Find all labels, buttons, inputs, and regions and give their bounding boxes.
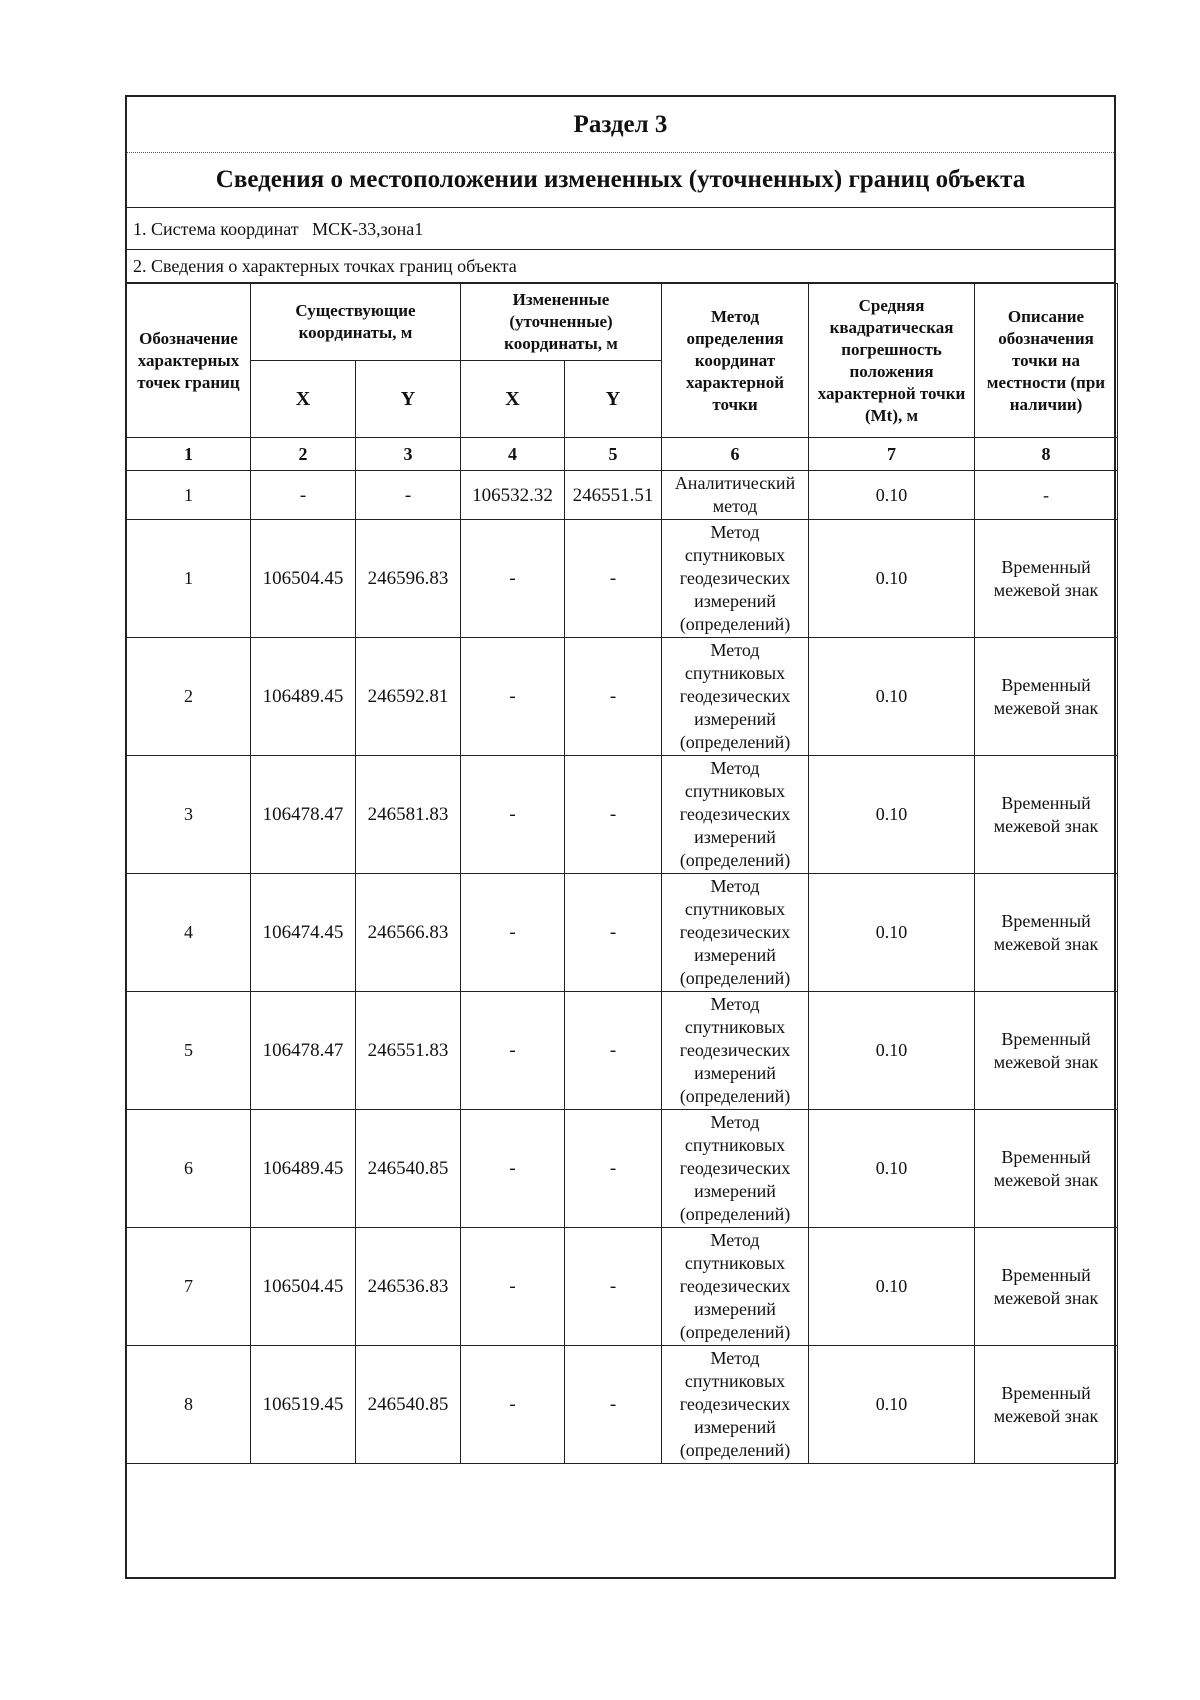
cell-method: Метод спутниковых геодезических измерений (определений) — [662, 1228, 809, 1346]
cell-changed-y: - — [565, 638, 662, 756]
cell-changed-x: - — [461, 756, 565, 874]
coord-system-label: 1. Система координат — [133, 219, 299, 239]
blank-area — [127, 1482, 1114, 1577]
cell-existing-x: 106504.45 — [251, 1228, 356, 1346]
cell-changed-y: - — [565, 1346, 662, 1464]
column-number: 8 — [975, 438, 1118, 471]
header-existing-y: Y — [356, 361, 461, 438]
cell-mean-error: 0.10 — [809, 1346, 975, 1464]
cell-changed-y: - — [565, 992, 662, 1110]
cell-changed-y: 246551.51 — [565, 471, 662, 520]
cell-changed-x: - — [461, 1110, 565, 1228]
cell-mean-error: 0.10 — [809, 1110, 975, 1228]
cell-description: Временный межевой знак — [975, 874, 1118, 992]
cell-existing-y: 246596.83 — [356, 520, 461, 638]
cell-changed-y: - — [565, 520, 662, 638]
header-changed-x: X — [461, 361, 565, 438]
cell-changed-y: - — [565, 1110, 662, 1228]
cell-changed-x: - — [461, 874, 565, 992]
cell-description: - — [975, 471, 1118, 520]
header-description: Описание обозначения точки на местности (при наличии) — [975, 284, 1118, 438]
cell-point: 1 — [127, 471, 251, 520]
cell-existing-y: 246536.83 — [356, 1228, 461, 1346]
cell-mean-error: 0.10 — [809, 992, 975, 1110]
column-number: 1 — [127, 438, 251, 471]
header-existing-x: X — [251, 361, 356, 438]
points-table — [126, 283, 1118, 1464]
cell-existing-y: 246540.85 — [356, 1346, 461, 1464]
section-title: Раздел 3 — [127, 97, 1114, 153]
header-point-designation: Обозначение характерных точек границ — [127, 284, 251, 438]
cell-description: Временный межевой знак — [975, 1346, 1118, 1464]
column-number: 7 — [809, 438, 975, 471]
table-row — [127, 638, 1118, 756]
cell-point: 2 — [127, 638, 251, 756]
cell-mean-error: 0.10 — [809, 756, 975, 874]
cell-mean-error: 0.10 — [809, 471, 975, 520]
header-changed-coords: Измененные (уточненные) координаты, м — [461, 284, 662, 361]
cell-mean-error: 0.10 — [809, 1228, 975, 1346]
cell-existing-x: 106478.47 — [251, 756, 356, 874]
cell-method: Метод спутниковых геодезических измерений (определений) — [662, 520, 809, 638]
cell-existing-y: 246566.83 — [356, 874, 461, 992]
cell-mean-error: 0.10 — [809, 874, 975, 992]
cell-method: Метод спутниковых геодезических измерений (определений) — [662, 992, 809, 1110]
cell-changed-x: 106532.32 — [461, 471, 565, 520]
table-row — [127, 1346, 1118, 1464]
cell-method: Метод спутниковых геодезических измерений (определений) — [662, 1110, 809, 1228]
cell-point: 1 — [127, 520, 251, 638]
cell-point: 3 — [127, 756, 251, 874]
cell-description: Временный межевой знак — [975, 992, 1118, 1110]
column-number: 5 — [565, 438, 662, 471]
table-row — [127, 1228, 1118, 1346]
cell-mean-error: 0.10 — [809, 638, 975, 756]
cell-changed-y: - — [565, 756, 662, 874]
cell-existing-x: 106504.45 — [251, 520, 356, 638]
cell-changed-y: - — [565, 874, 662, 992]
table-row — [127, 520, 1118, 638]
cell-existing-y: 246581.83 — [356, 756, 461, 874]
table-row — [127, 1110, 1118, 1228]
cell-existing-x: - — [251, 471, 356, 520]
cell-description: Временный межевой знак — [975, 1228, 1118, 1346]
cell-existing-y: 246540.85 — [356, 1110, 461, 1228]
cell-method: Аналитический метод — [662, 471, 809, 520]
coord-system-line — [127, 207, 1114, 250]
cell-changed-x: - — [461, 1228, 565, 1346]
coord-system-value: МСК-33,зона1 — [312, 219, 424, 239]
section-subtitle: Сведения о местоположении измененных (уточненных) границ объекта — [127, 152, 1114, 208]
cell-method: Метод спутниковых геодезических измерений (определений) — [662, 874, 809, 992]
cell-existing-x: 106478.47 — [251, 992, 356, 1110]
cell-description: Временный межевой знак — [975, 1110, 1118, 1228]
cell-existing-x: 106519.45 — [251, 1346, 356, 1464]
cell-existing-y: 246592.81 — [356, 638, 461, 756]
column-number: 2 — [251, 438, 356, 471]
cell-existing-x: 106474.45 — [251, 874, 356, 992]
cell-changed-x: - — [461, 992, 565, 1110]
cell-method: Метод спутниковых геодезических измерений (определений) — [662, 756, 809, 874]
cell-changed-x: - — [461, 1346, 565, 1464]
header-changed-y: Y — [565, 361, 662, 438]
cell-changed-x: - — [461, 520, 565, 638]
column-numbers-row — [127, 438, 1118, 471]
points-info-label: 2. Сведения о характерных точках границ объекта — [127, 250, 1114, 283]
cell-description: Временный межевой знак — [975, 756, 1118, 874]
cell-mean-error: 0.10 — [809, 520, 975, 638]
cell-existing-y: 246551.83 — [356, 992, 461, 1110]
cell-point: 6 — [127, 1110, 251, 1228]
cell-changed-x: - — [461, 638, 565, 756]
document-frame — [125, 95, 1116, 1579]
cell-method: Метод спутниковых геодезических измерений (определений) — [662, 1346, 809, 1464]
header-method: Метод определения координат характерной точки — [662, 284, 809, 438]
table-row — [127, 992, 1118, 1110]
cell-description: Временный межевой знак — [975, 520, 1118, 638]
cell-point: 4 — [127, 874, 251, 992]
cell-description: Временный межевой знак — [975, 638, 1118, 756]
cell-point: 5 — [127, 992, 251, 1110]
column-number: 4 — [461, 438, 565, 471]
header-mean-error: Средняя квадратическая погрешность положения характерной точки (Mt), м — [809, 284, 975, 438]
cell-point: 7 — [127, 1228, 251, 1346]
table-row — [127, 756, 1118, 874]
cell-point: 8 — [127, 1346, 251, 1464]
cell-changed-y: - — [565, 1228, 662, 1346]
cell-existing-x: 106489.45 — [251, 1110, 356, 1228]
column-number: 3 — [356, 438, 461, 471]
cell-existing-y: - — [356, 471, 461, 520]
cell-method: Метод спутниковых геодезических измерений (определений) — [662, 638, 809, 756]
column-number: 6 — [662, 438, 809, 471]
header-existing-coords: Существующие координаты, м — [251, 284, 461, 361]
table-row — [127, 471, 1118, 520]
cell-existing-x: 106489.45 — [251, 638, 356, 756]
table-row — [127, 874, 1118, 992]
